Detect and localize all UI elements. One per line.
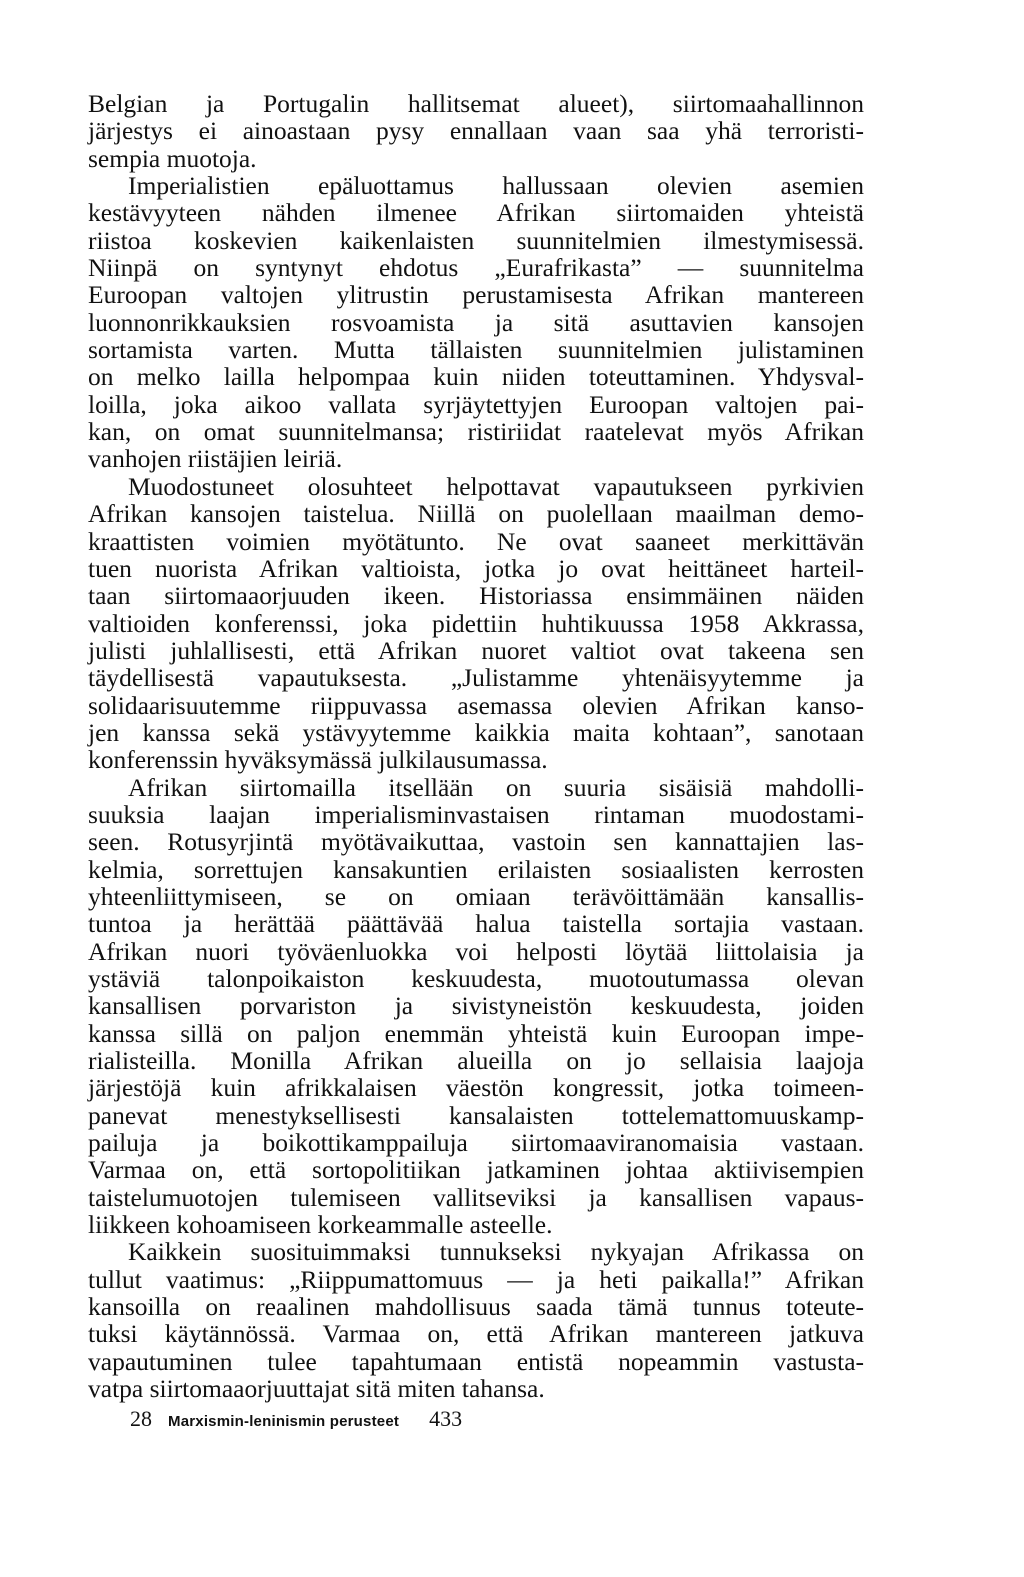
text-line: konferenssin hyväksymässä julkilausumassa.	[88, 745, 548, 775]
text-line: on melko lailla helpompaa kuin niiden toteuttaminen. Yhdysval-	[88, 362, 864, 392]
text-line: seen. Rotusyrjintä myötävaikuttaa, vastoin sen kannattajien las-	[88, 827, 864, 857]
text-line: kansallisen porvariston ja sivistyneistön keskuudesta, joiden	[88, 991, 864, 1021]
text-line: valtioiden konferenssi, joka pidettiin huhtikuussa 1958 Akkrassa,	[88, 608, 864, 638]
text-line: suuksia laajan imperialisminvastaisen rintaman muodostami-	[88, 799, 864, 829]
text-line: pailuja ja boikottikamppailuja siirtomaaviranomaisia vastaan.	[88, 1128, 864, 1158]
text-line: kan, on omat suunnitelmansa; ristiriidat raatelevat myös Afrikan	[88, 417, 864, 447]
text-line: loilla, joka aikoo vallata syrjäytettyjen Euroopan valtojen pai-	[88, 389, 864, 419]
text-line: liikkeen kohoamiseen korkeammalle asteelle.	[88, 1210, 553, 1240]
text-line: kansoilla on reaalinen mahdollisuus saada tämä tunnus toteute-	[88, 1292, 864, 1322]
text-line: solidaarisuutemme riippuvassa asemassa olevien Afrikan kanso-	[88, 690, 864, 720]
text-line: jen kanssa sekä ystävyytemme kaikkia maita kohtaan”, sanotaan	[88, 717, 864, 747]
text-line: Afrikan kansojen taistelua. Niillä on puolellaan maailman demo-	[88, 499, 864, 529]
text-line: vapautuminen tulee tapahtumaan entistä nopeammin vastusta-	[88, 1346, 864, 1376]
text-line: julisti juhlallisesti, että Afrikan nuoret valtiot ovat takeena sen	[88, 635, 864, 665]
text-line: yhteenliittymiseen, se on omiaan terävöittämään kansallis-	[88, 881, 864, 911]
book-title: Marxismin-leninismin perusteet	[168, 1413, 400, 1430]
text-line: Kaikkein suosituimmaksi tunnukseksi nykyajan Afrikassa on	[128, 1237, 864, 1267]
text-line: kraattisten voimien myötätunto. Ne ovat saaneet merkittävän	[88, 526, 864, 556]
text-line: tullut vaatimus: „Riippumattomuus — ja heti paikalla!” Afrikan	[88, 1264, 864, 1294]
text-line: panevat menestyksellisesti kansalaisten tottelemattomuuskamp-	[88, 1100, 864, 1130]
text-line: Afrikan nuori työväenluokka voi helposti löytää liittolaisia ja	[88, 936, 864, 966]
text-line: Niinpä on syntynyt ehdotus „Eurafrikasta” — suunnitelma	[88, 253, 864, 283]
text-line: täydellisestä vapautuksesta. „Julistamme yhtenäisyytemme ja	[88, 663, 864, 693]
printer-signature-mark: 28	[130, 1406, 152, 1431]
text-line: ystäviä talonpoikaiston keskuudesta, muotoutumassa olevan	[88, 964, 864, 993]
page-number: 433	[429, 1406, 463, 1431]
text-line: järjestöjä kuin afrikkalaisen väestön kongressit, jotka toimeen-	[88, 1073, 864, 1103]
page-footer	[130, 1404, 462, 1434]
text-line: vanhojen riistäjien leiriä.	[88, 444, 343, 474]
text-line: riistoa koskevien kaikenlaisten suunnitelmien ilmestymisessä.	[88, 225, 864, 255]
text-line: tuksi käytännössä. Varmaa on, että Afrikan mantereen jatkuva	[88, 1319, 864, 1349]
text-line: Belgian ja Portugalin hallitsemat alueet), siirtomaahallinnon	[88, 89, 864, 118]
text-line: Euroopan valtojen ylitrustin perustamisesta Afrikan mantereen	[88, 280, 864, 310]
text-line: luonnonrikkauksien rosvoamista ja sitä asuttavien kansojen	[88, 307, 864, 337]
text-line: rialisteilla. Monilla Afrikan alueilla on jo sellaisia laajoja	[88, 1046, 864, 1076]
text-line: järjestys ei ainoastaan pysy ennallaan vaan saa yhä terroristi-	[88, 116, 864, 146]
text-line: taan siirtomaaorjuuden ikeen. Historiassa ensimmäinen näiden	[88, 581, 864, 611]
text-line: sempia muotoja.	[88, 143, 257, 173]
text-line: taistelumuotojen tulemiseen vallitseviksi ja kansallisen vapaus-	[88, 1182, 864, 1212]
body-text	[88, 90, 864, 1403]
text-line: Varmaa on, että sortopolitiikan jatkaminen johtaa aktiivisempien	[88, 1155, 864, 1185]
text-line: Muodostuneet olosuhteet helpottavat vapautukseen pyrkivien	[128, 471, 864, 501]
text-line: vatpa siirtomaaorjuuttajat sitä miten tahansa.	[88, 1374, 545, 1404]
text-line: tuen nuorista Afrikan valtioista, jotka jo ovat heittäneet harteil-	[88, 553, 864, 583]
text-line: sortamista varten. Mutta tällaisten suunnitelmien julistaminen	[88, 335, 864, 365]
text-line: Afrikan siirtomailla itsellään on suuria sisäisiä mahdolli-	[128, 772, 864, 802]
text-line: kanssa sillä on paljon enemmän yhteistä kuin Euroopan impe-	[88, 1018, 864, 1048]
text-line: kestävyyteen nähden ilmenee Afrikan siirtomaiden yhteistä	[88, 198, 864, 228]
text-line: kelmia, sorrettujen kansakuntien erilaisten sosiaalisten kerrosten	[88, 854, 864, 884]
text-line: tuntoa ja herättää päättävää halua taistella sortajia vastaan.	[88, 909, 864, 939]
text-line: Imperialistien epäluottamus hallussaan olevien asemien	[128, 171, 864, 201]
